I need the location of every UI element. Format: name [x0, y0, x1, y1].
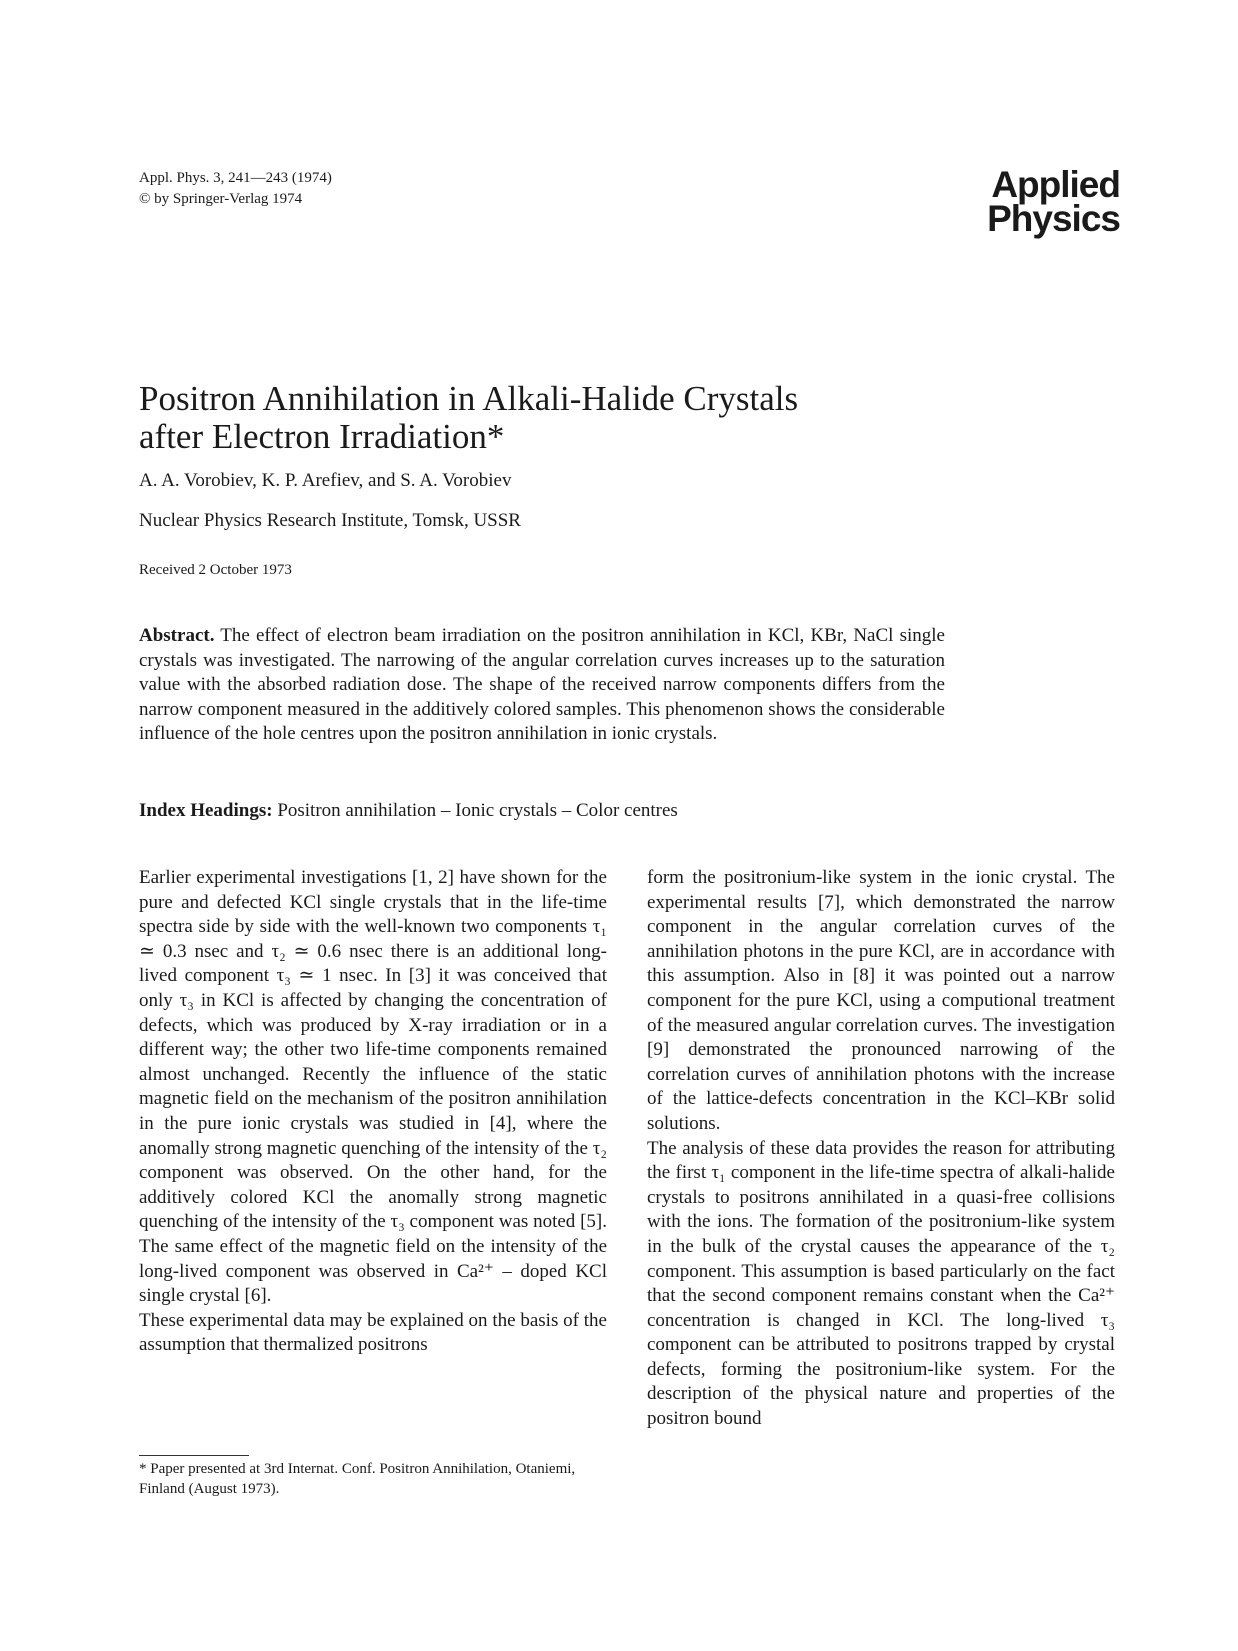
- abstract-text: The effect of electron beam irradiation on the positron annihilation in KCl, KBr, NaCl single crystals was investigated. The narrowing of the angular correlation curves increases up to the saturation value with the absorbed radiation dose. The shape of the received narrow components differs from the narrow component measured in the additively colored samples. This phenomenon shows the considerable influence of the hole centres upon the positron annihilation in ionic crystals.: [139, 625, 945, 744]
- index-headings: [139, 800, 678, 822]
- logo-word-applied: Applied: [991, 164, 1120, 205]
- footnote-divider: [139, 1455, 249, 1456]
- author-list: A. A. Vorobiev, K. P. Arefiev, and S. A. Vorobiev: [139, 470, 512, 491]
- article-title: [139, 380, 1039, 456]
- body-paragraph: These experimental data may be explained on the basis of the assumption that thermalized positrons: [139, 1309, 607, 1356]
- body-paragraph: The analysis of these data provides the reason for attributing the first τ₁ component in the life-time spectra of alkali-halide crystals to positrons annihilated in a quasi-free collisions with the ions. The formation of the positronium-like system in the bulk of the crystal causes the appearance of the τ₂ component. This assumption is based particularly on the fact that the second component remains constant when the Ca²⁺ concentration is changed in KCl. The long-lived τ₃ component can be attributed to positrons trapped by crystal defects, forming the positronium-like system. For the description of the physical nature and properties of the positron bound: [647, 1137, 1115, 1430]
- title-line-1: Positron Annihilation in Alkali-Halide Crystals: [139, 379, 799, 418]
- journal-logo: [930, 164, 1120, 239]
- index-headings-label: Index Headings:: [139, 800, 273, 821]
- logo-word-physics: Physics: [987, 198, 1120, 239]
- footnote: * Paper presented at 3rd Internat. Conf. Positron Annihilation, Otaniemi, Finland (August 1973).: [139, 1461, 576, 1497]
- body-paragraph: form the positronium-like system in the ionic crystal. The experimental results [7], which demonstrated the narrow component in the angular correlation curves of the annihilation photons in the pure KCl, are in accordance with this assumption. Also in [8] it was pointed out a narrow component for the pure KCl, using a computional treatment of the measured angular correlation curves. The investigation [9] demonstrated the pronounced narrowing of the correlation curves of annihilation photons with the increase of the lattice-defects concentration in the KCl–KBr solid solutions.: [647, 867, 1115, 1134]
- copyright-line: © by Springer-Verlag 1974: [139, 191, 303, 207]
- title-line-2: after Electron Irradiation: [139, 417, 487, 456]
- body-column-right: [647, 866, 1115, 1432]
- abstract: [139, 624, 945, 747]
- body-column-left: [139, 866, 607, 1358]
- received-date: Received 2 October 1973: [139, 562, 292, 578]
- title-footnote-mark: *: [486, 417, 505, 456]
- abstract-label: Abstract.: [139, 625, 215, 646]
- body-paragraph: Earlier experimental investigations [1, 2] have shown for the pure and defected KCl single crystals that in the life-time spectra side by side with the well-known two components τ₁ ≃ 0.3 nsec and τ₂ ≃ 0.6 nsec there is an additional long-lived component τ₃ ≃ 1 nsec. In [3] it was conceived that only τ₃ in KCl is affected by changing the concentration of defects, which was produced by X-ray irradiation or in a different way; the other two life-time components remained almost unchanged. Recently the influence of the static magnetic field on the mechanism of the positron annihilation in the pure ionic crystals was studied in [4], where the anomally strong magnetic quenching of the intensity of the τ₂ component was observed. On the other hand, for the additively colored KCl the anomally strong magnetic quenching of the intensity of the τ₃ component was noted [5]. The same effect of the magnetic field on the intensity of the long-lived component was observed in Ca²⁺ – doped KCl single crystal [6].: [139, 867, 607, 1307]
- index-headings-text: Positron annihilation – Ionic crystals – Color centres: [277, 800, 678, 821]
- affiliation: Nuclear Physics Research Institute, Tomsk, USSR: [139, 510, 521, 531]
- citation-line: Appl. Phys. 3, 241—243 (1974): [139, 170, 332, 186]
- citation-block: [139, 168, 332, 210]
